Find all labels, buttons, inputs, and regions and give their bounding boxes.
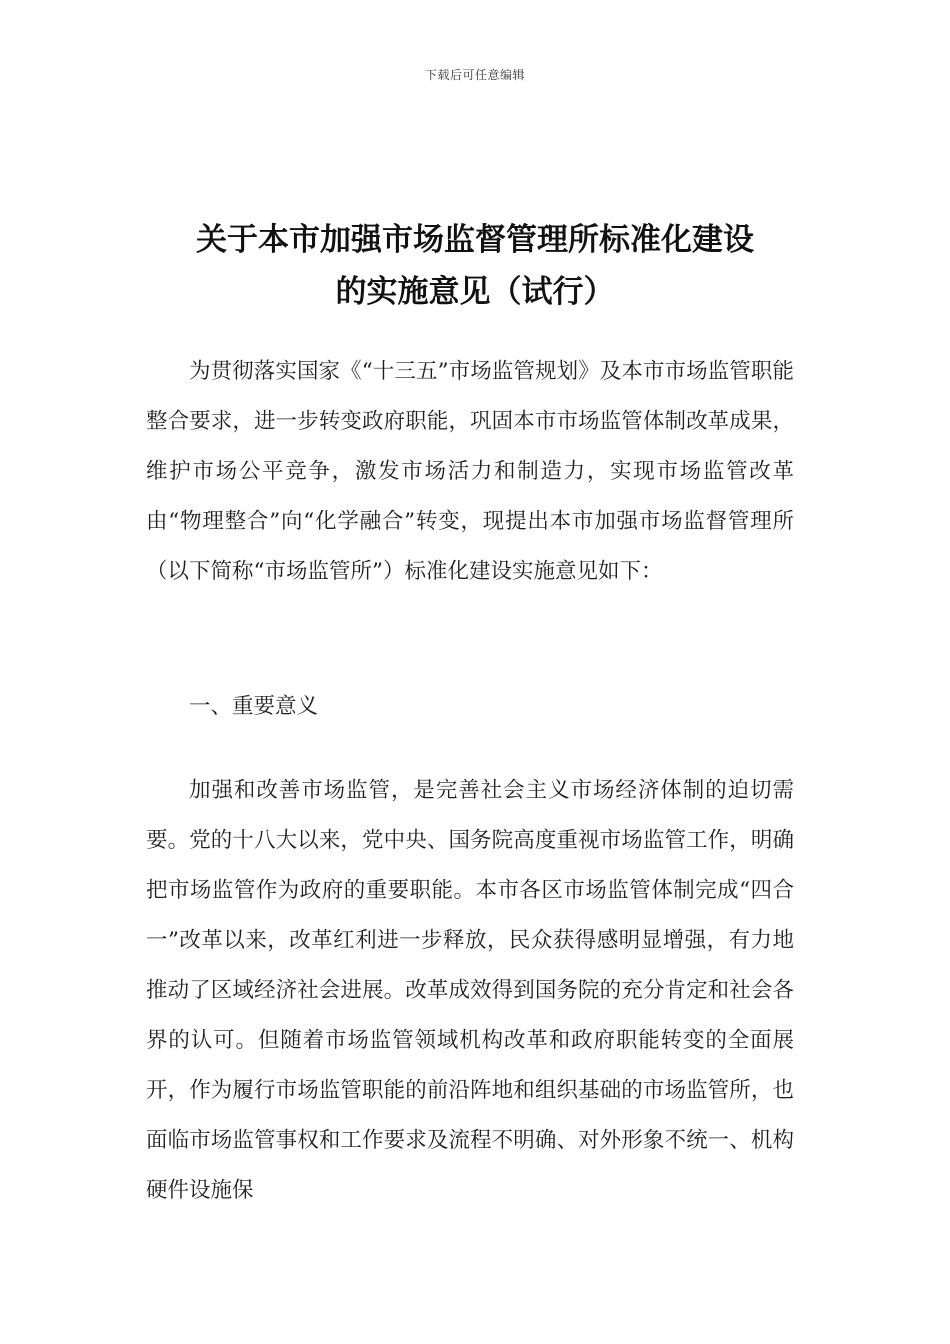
document-title <box>150 214 800 318</box>
intro-paragraph <box>146 347 794 597</box>
paragraph-text: 为贯彻落实国家《“十三五”市场监管规划》及本市市场监管职能整合要求，进一步转变政府职能，巩固本市市场监管体制改革成果，维护市场公平竞争，激发市场活力和制造力，实现市场监管改革由“物理整合”向“化学融合”转变，现提出本市加强市场监督管理所（以下简称“市场监管所”）标准化建设实施意见如下： <box>146 359 794 584</box>
paragraph-text: 加强和改善市场监管，是完善社会主义市场经济体制的迫切需要。党的十八大以来，党中央、国务院高度重视市场监管工作，明确把市场监管作为政府的重要职能。本市各区市场监管体制完成“四合一”改革以来，改革红利进一步释放，民众获得感明显增强，有力地推动了区域经济社会进展。改革成效得到国务院的充分肯定和社会各界的认可。但随着市场监管领域机构改革和政府职能转变的全面展开，作为履行市场监管职能的前沿阵地和组织基础的市场监管所，也面临市场监管事权和工作要求及流程不明确、对外形象不统一、机构硬件设施保 <box>146 778 794 1203</box>
document-title-line-2: 的实施意见（试行） <box>335 274 615 310</box>
section-heading <box>146 682 794 732</box>
section-heading-text: 一、重要意义 <box>189 694 319 719</box>
page-header-note: 下载后可任意编辑 <box>424 68 525 82</box>
document-title-line-1: 关于本市加强市场监督管理所标准化建设 <box>196 222 754 258</box>
body-paragraph <box>146 766 794 1216</box>
